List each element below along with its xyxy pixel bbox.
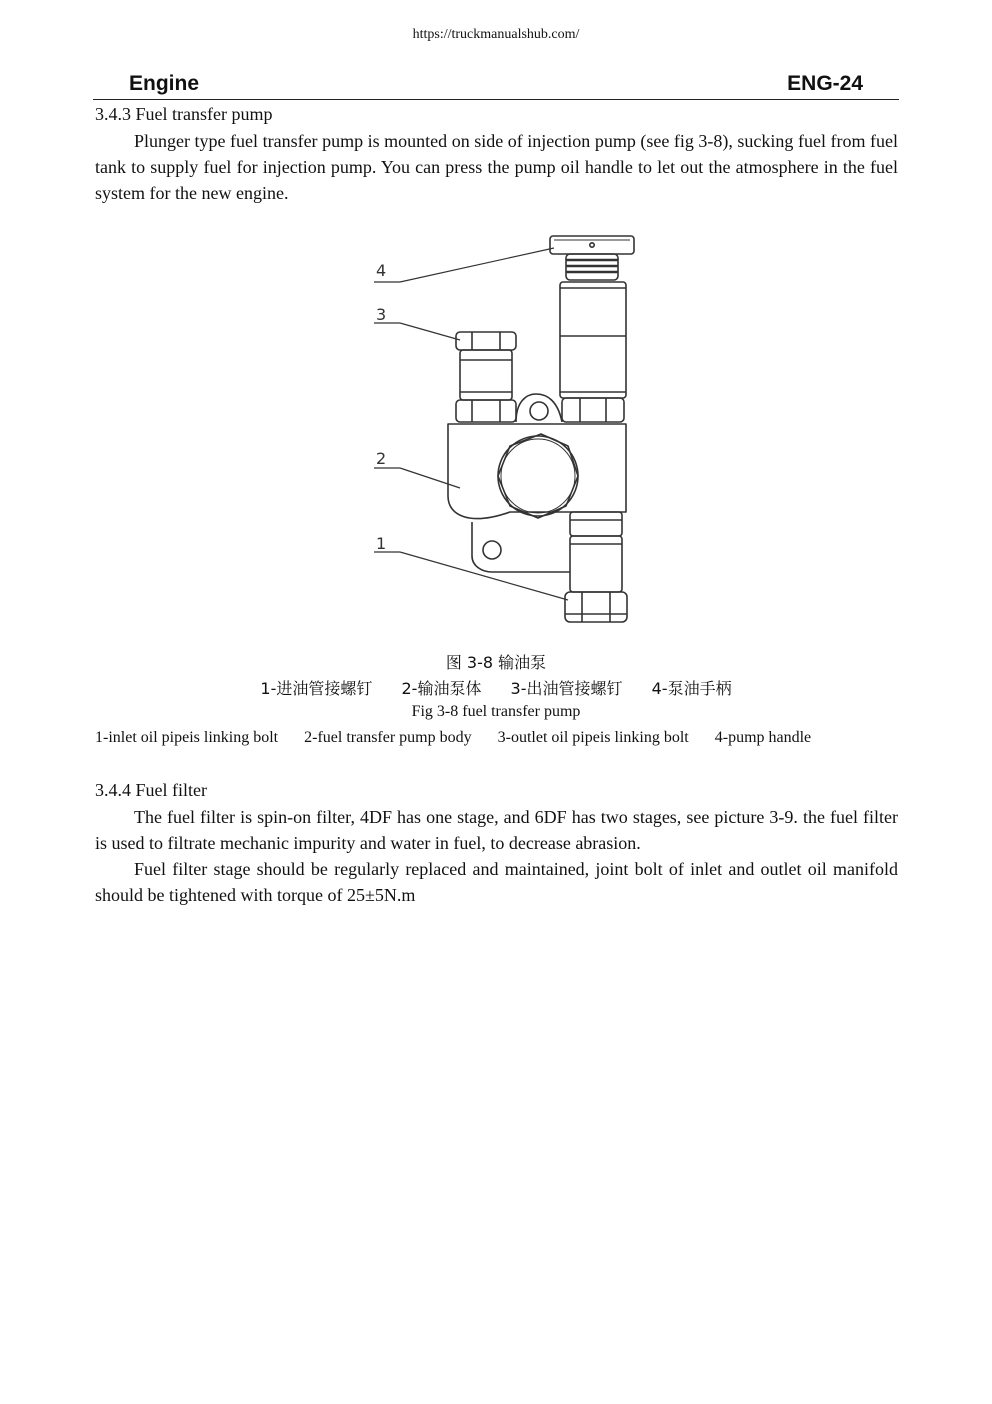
- part-1-cn: 1-进油管接螺钉: [260, 679, 373, 698]
- paragraph-fuel-filter-1: The fuel filter is spin-on filter, 4DF has one stage, and 6DF has two stages, see picture 3-9. the fuel filter is used to filtrate mechanic impurity and water in fuel, to decrease abrasion.: [95, 807, 898, 853]
- part-4-cn: 4-泵油手柄: [651, 679, 732, 698]
- figure-caption-cn: 图 3-8 输油泵: [445, 653, 547, 672]
- parts-legend-en: [95, 729, 811, 747]
- paragraph-fuel-transfer-pump: Plunger type fuel transfer pump is mounted on side of injection pump (see fig 3-8), sucking fuel from fuel tank to supply fuel for injection pump. You can press the pump oil handle to let out the atmosphere in the fuel system for the new engine.: [95, 131, 898, 203]
- top-mounting-ear: [516, 394, 562, 422]
- handle-hex-nut: [562, 398, 624, 422]
- part-2-cn: 2-输油泵体: [401, 679, 482, 698]
- callout-3: 3: [376, 305, 387, 324]
- callout-4: 4: [376, 261, 387, 280]
- pump-handle: [550, 236, 634, 398]
- fuel-transfer-pump-diagram: [360, 226, 650, 636]
- part-3-en: 3-outlet oil pipeis linking bolt: [497, 729, 689, 746]
- fuel-transfer-pump-body: [448, 424, 626, 572]
- part-2-en: 2-fuel transfer pump body: [304, 729, 472, 746]
- paragraph-fuel-filter-2: Fuel filter stage should be regularly replaced and maintained, joint bolt of inlet and outlet oil manifold should be tightened with torque of 25±5N.m: [95, 859, 898, 905]
- callout-2: 2: [376, 449, 387, 468]
- parts-legend-cn: [0, 676, 992, 699]
- header-section-title: Engine: [129, 72, 200, 95]
- section-title-fuel-transfer-pump: 3.4.3 Fuel transfer pump: [95, 104, 273, 124]
- part-4-en: 4-pump handle: [714, 729, 812, 746]
- part-1-en: 1-inlet oil pipeis linking bolt: [95, 729, 279, 746]
- page-header: [93, 72, 899, 100]
- section-title-fuel-filter: 3.4.4 Fuel filter: [95, 780, 207, 800]
- callout-1: 1: [376, 534, 387, 553]
- figure-caption-en: Fig 3-8 fuel transfer pump: [411, 703, 581, 720]
- inlet-oil-pipe-linking-bolt: [565, 512, 627, 622]
- source-url[interactable]: https://truckmanualshub.com/: [412, 27, 580, 42]
- header-page-number: ENG-24: [787, 72, 863, 95]
- part-3-cn: 3-出油管接螺钉: [510, 679, 623, 698]
- outlet-oil-pipe-linking-bolt: [456, 332, 516, 422]
